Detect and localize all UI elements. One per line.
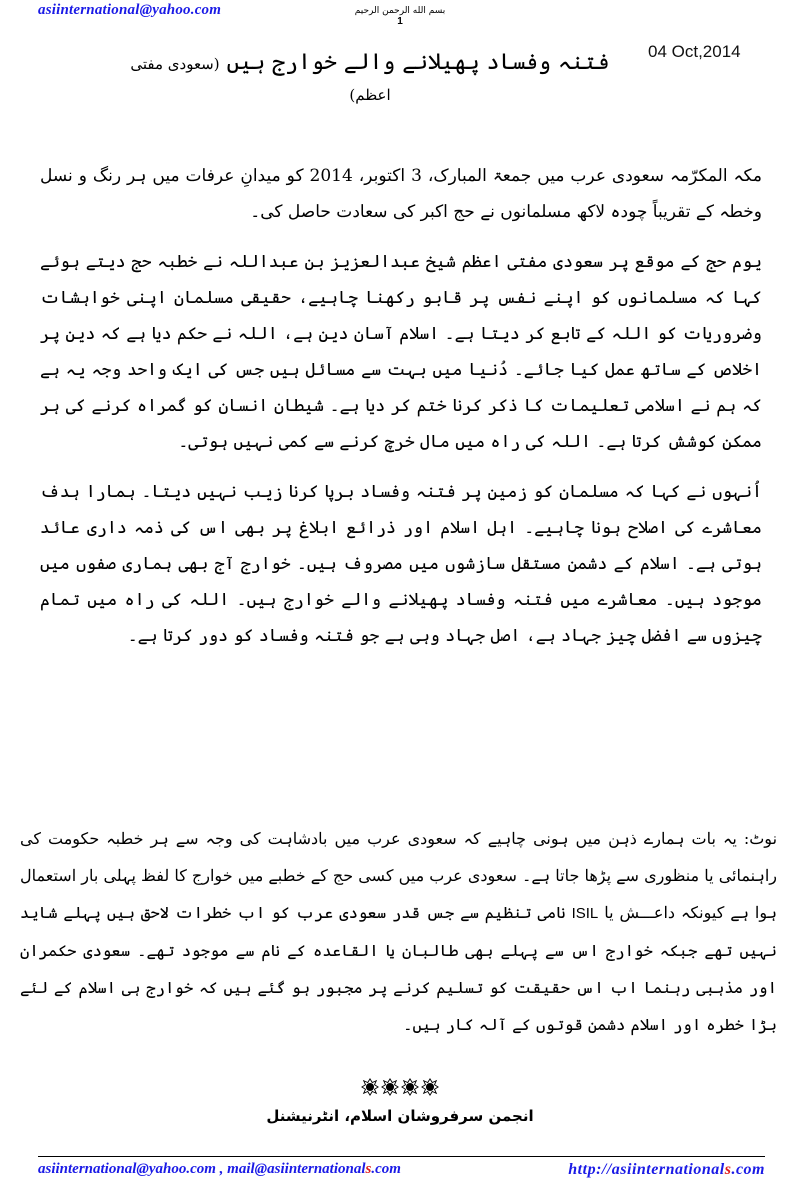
- note-text-part1: یہ بات ہمارے ذہن میں ہونی چاہیے کہ سعودی عرب میں بادشاہت کی وجہ سے ہر خطبہ حکومت کی راہنمائی یا منظوری سے پڑھا جاتا ہے۔ سعودی عرب میں کسی حج کے خطبے میں خوارج کا لفظ پہلی بار استعمال ہوا ہے کیونکہ داعـــش یا: [20, 829, 777, 922]
- article-date: 04 Oct,2014: [648, 42, 741, 61]
- article-title-sub: (سعودی مفتی اعظم): [130, 55, 391, 104]
- article-paragraph: یوم حج کے موقع پر سعودی مفتی اعظم شیخ عبدالعزیز بن عبداللہ نے خطبہ حج دیتے ہوئے کہا کہ مسلمانوں کو اپنے نفس پر قابو رکھنا چاہیے، حقیقی مسلمان اپنی خواہشات وضروریات کو اللہ کے تابع کر دیتا ہے۔ اسلام آسان دین ہے، اللہ نے حکم دیا ہے کہ دین پر اخلاص کے ساتھ عمل کیا جائے۔ دُنیا میں بہت سے مسائل ہیں جس کی ایک واحد وجہ یہ ہے کہ ہم نے اسلامی تعلیمات کا ذکر کرنا ختم کر دیا ہے۔ شیطان انسان کو گمراہ کرنے کی ہر ممکن کوشش کرتا ہے۔ اللہ کی راہ میں مال خرچ کرنے سے کمی نہیں ہوتی۔: [40, 252, 762, 452]
- footer-emails: [38, 1161, 401, 1178]
- footer-url-prefix: http://asiinternational: [568, 1161, 725, 1178]
- eight-point-star-icon: [401, 1078, 419, 1096]
- organization-name: انجمن سرفروشان اسلام، انٹرنیشنل: [266, 1107, 534, 1125]
- note-text-part2: نامی تنظیم سے جس قدر سعودی عرب کو اب خطرات لاحق ہیں پہلے شاید نہیں تھے جبکہ خوارج اس سے پہلے بھی طالبان یا القاعدہ کے نام سے موجود تھے۔ سعودی حکمران اور مذہبی رہنما اب اس حقیقت کو تسلیم کرنے پر مجبور ہو گئے ہیں کہ خوارج ہی اسلام کے لئے بڑا خطرہ اور اسلام دشمن قوتوں کے آلہ کار ہیں۔: [20, 903, 777, 1034]
- footer-website-link[interactable]: [540, 1161, 765, 1179]
- article-title: [130, 48, 610, 110]
- footer-email-separator: ,: [215, 1161, 228, 1177]
- eight-point-star-icon: [421, 1078, 439, 1096]
- editorial-note: [20, 820, 777, 1043]
- article-body: [40, 158, 762, 668]
- article-paragraph: اُنہوں نے کہا کہ مسلمان کو زمین پر فتنہ وفساد برپا کرنا زیب نہیں دیتا۔ ہمارا ہدف معاشرے کی اصلاح ہونا چاہیے۔ اہل اسلام اور ذرائع ابلاغ پر بھی اس کی ذمہ داری عائد ہوتی ہے۔ اسلام کے دشمن مستقل سازشوں میں مصروف ہیں۔ خوارج آج بھی ہماری صفوں میں موجود ہیں۔ معاشرے میں فتنہ وفساد پھیلانے والے خوارج ہیں۔ اللہ کی راہ میں تمام چیزوں سے افضل چیز جہاد ہے، اصل جہاد وہی ہے جو فتنہ وفساد کو دور کرتا ہے۔: [40, 482, 762, 646]
- page-number: 1: [397, 16, 403, 27]
- footer-email-mail-prefix: mail@asiinternational: [227, 1161, 366, 1177]
- ornament-divider: [360, 1078, 440, 1096]
- footer-email-yahoo[interactable]: asiinternational@yahoo.com: [38, 1161, 216, 1177]
- footer-divider: [38, 1156, 765, 1157]
- header-email-link[interactable]: [38, 2, 221, 19]
- note-isil: ISIL: [571, 905, 599, 922]
- footer-email-mail[interactable]: [227, 1161, 401, 1177]
- article-title-main: فتنہ وفساد پھیلانے والے خوارج ہیں: [226, 50, 610, 75]
- article-paragraph: مکہ المکرّمہ سعودی عرب میں جمعۃ المبارک، 3 اکتوبر، 2014 کو میدانِ عرفات میں ہر رنگ و نسل وخطہ کے تقریباً چودہ لاکھ مسلمانوں نے حج اکبر کی سعادت حاصل کی۔: [40, 166, 763, 222]
- footer-url-suffix: .com: [731, 1161, 765, 1178]
- note-label: نوٹ:: [743, 829, 778, 848]
- footer-url-highlight: s: [724, 1161, 732, 1178]
- footer-url[interactable]: [568, 1161, 765, 1178]
- footer-email-mail-suffix: .com: [371, 1161, 401, 1177]
- eight-point-star-icon: [381, 1078, 399, 1096]
- header-email[interactable]: asiinternational@yahoo.com: [38, 2, 222, 18]
- eight-point-star-icon: [361, 1078, 379, 1096]
- bismillah-header: بسم الله الرحمن الرحیم: [354, 6, 446, 16]
- footer-email-mail-highlight: s: [365, 1161, 372, 1177]
